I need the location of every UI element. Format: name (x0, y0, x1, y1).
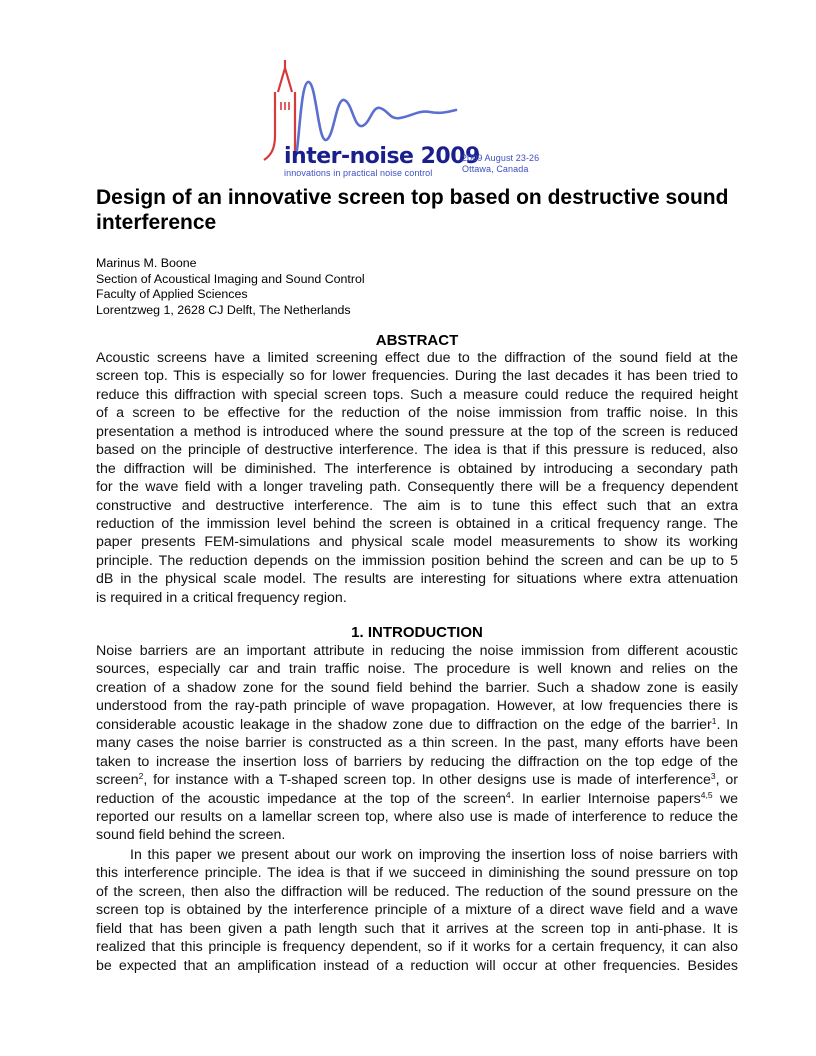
author-section: Section of Acoustical Imaging and Sound Control (96, 271, 365, 286)
abstract-text (96, 349, 738, 607)
abstract-heading: ABSTRACT (375, 332, 459, 349)
abstract-line: dB in the physical scale model. The results are interesting for situations where extra attenuation (96, 571, 738, 588)
author-block (96, 256, 365, 318)
abstract-line: the diffraction will be diminished. The interference is obtained by introducing a secondary path (96, 460, 738, 477)
introduction-paragraph-1 (96, 642, 738, 845)
author-name: Marinus M. Boone (96, 256, 197, 270)
intro-text: reduction of the acoustic impedance at the top of the screen (96, 790, 506, 807)
intro-line: In this paper we present about our work on improving the insertion loss of noise barriers with (130, 847, 738, 863)
conference-logo (262, 52, 562, 182)
abstract-line: paper presents FEM-simulations and physical scale model measurements to show its working (96, 534, 738, 551)
intro-line: field that has been given a path length such that it arrives at the screen top in anti-phase. It is (96, 920, 738, 937)
abstract-line: reduce this diffraction with special screen tops. Such a measure could reduce the required height (96, 386, 738, 403)
intro-text: considerable acoustic leakage in the shadow zone due to diffraction on the edge of the barrier (96, 716, 712, 733)
abstract-line: constructive and destructive interference. The aim is to tune this effect such that an extra (96, 497, 738, 514)
citation-ref: 3 (710, 771, 716, 782)
intro-line: realized that this principle is frequency dependent, so if it works for a certain frequency, it can also (96, 939, 738, 956)
abstract-line: based on the principle of destructive interference. The idea is that if this pressure is reduced, also (96, 442, 738, 459)
intro-line: be expected that an amplification instead of a reduction will occur at other frequencies. Besides (96, 957, 738, 974)
citation-ref: 2 (138, 771, 144, 782)
author-address: Lorentzweg 1, 2628 CJ Delft, The Netherlands (96, 302, 351, 317)
abstract-line: presentation a method is introduced where the sound pressure at the top of the screen is reduced (96, 423, 738, 440)
intro-text: . In earlier Internoise papers (510, 790, 701, 807)
abstract-line: for the wave field with a longer traveling path. Consequently there will be a frequency dependent (96, 479, 738, 496)
intro-text: , for instance with a T-shaped screen top. In other designs use is made of interference (143, 772, 711, 789)
conference-date: 2009 August 23-26 (462, 153, 540, 163)
intro-line: sources, especially car and train traffic noise. The procedure is well known and relies on the (96, 661, 738, 678)
intro-line: taken to increase the insertion loss of barriers by reducing the diffraction on the top edge of the (96, 753, 738, 770)
citation-ref: 4,5 (700, 789, 713, 800)
abstract-line: reduction of the immission level behind the screen is obtained in a critical frequency range. The (96, 515, 738, 532)
paper-title: Design of an innovative screen top based on destructive sound interference (96, 186, 729, 234)
intro-line: many cases the noise barrier is constructed as a thin screen. In the past, many efforts have been (96, 735, 738, 752)
intro-line (96, 771, 738, 789)
intro-text: . In (716, 716, 738, 733)
logo-tagline: innovations in practical noise control (284, 168, 433, 178)
intro-line: of the screen, then also the diffraction will be reduced. The reduction of the sound pressure on the (96, 883, 738, 900)
intro-line: screen top is obtained by the interference principle of a mixture of a direct wave field and a wave (96, 902, 738, 919)
logo-name: inter-noise 2009 (284, 144, 480, 169)
introduction-paragraph-2 (96, 846, 738, 975)
intro-line: understood from the ray-path principle of wave propagation. However, at low frequencies there is (96, 698, 738, 715)
intro-line: creation of a shadow zone for the sound field behind the barrier. Such a shadow zone is easily (96, 679, 738, 696)
intro-line (96, 716, 738, 734)
citation-ref: 4 (505, 789, 511, 800)
abstract-line: is required in a critical frequency region. (96, 589, 347, 606)
citation-ref: 1 (711, 715, 717, 726)
abstract-line: of a screen to be effective for the reduction of the noise immission from traffic noise. In this (96, 405, 738, 422)
abstract-line: Acoustic screens have a limited screening effect due to the diffraction of the sound field at the (96, 350, 738, 366)
intro-text: , or (715, 772, 738, 789)
conference-location: Ottawa, Canada (462, 164, 529, 174)
intro-line: this interference principle. The idea is that if we succeed in diminishing the sound pressure on top (96, 865, 738, 882)
intro-line: Noise barriers are an important attribute in reducing the noise immission from different acoustic (96, 643, 738, 659)
intro-text: we (712, 790, 738, 807)
abstract-line: screen top. This is especially so for lower frequencies. During the last decades it has been tried to (96, 368, 738, 385)
introduction-heading: 1. INTRODUCTION (351, 624, 483, 641)
intro-line: sound field behind the screen. (96, 827, 286, 844)
intro-line (96, 790, 738, 808)
author-faculty: Faculty of Applied Sciences (96, 287, 248, 301)
intro-text: screen (96, 772, 139, 789)
abstract-line: principle. The reduction depends on the immission position behind the screen and can be up to 5 (96, 552, 738, 569)
intro-line: reported our results on a lamellar screen top, where also use is made of interference to reduce the (96, 808, 738, 825)
